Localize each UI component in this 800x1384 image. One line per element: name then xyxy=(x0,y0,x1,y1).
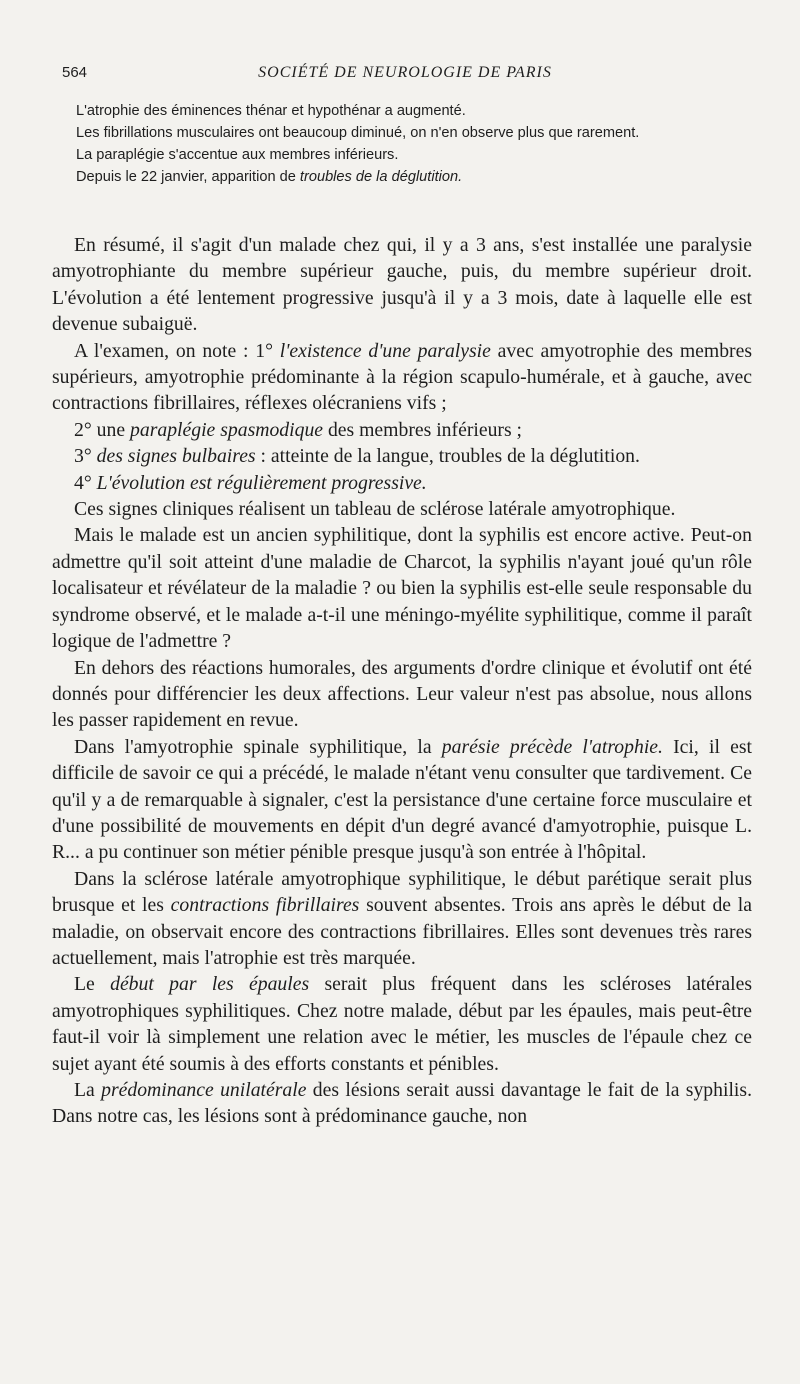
text: 4° xyxy=(74,471,97,494)
observation-notes xyxy=(62,100,752,188)
text: souvent absentes. Trois ans après le début de la maladie, on observait encore des contractions fibrillaires. Elles sont devenues très rares actuellement, mais l'atrophie est très marquée. xyxy=(52,894,752,969)
text: Ici, il est difficile de savoir ce qui a précédé, le malade n'étant venu consulter que tardivement. Ce qu'il y a de remarquable à signaler, c'est la persistance d'une certaine force musculaire et d'une possibilité de mouvements en dépit d'un degré avancé d'amyotrophie, puisque L. R... a pu continuer son métier pénible presque jusqu'à son entrée à l'hôpital. xyxy=(52,735,752,864)
running-title: SOCIÉTÉ DE NEUROLOGIE DE PARIS xyxy=(258,64,552,81)
body-paragraph: Ces signes cliniques réalisent un tableau de sclérose latérale amyotrophique. xyxy=(74,498,676,521)
body-paragraph: Mais le malade est un ancien syphilitique, dont la syphilis est encore active. Peut-on admettre qu'il soit atteint d'une maladie de Charcot, la syphilis n'ayant joué qu'un rôle localisateur et révélateur de la maladie ? ou bien la syphilis est-elle seule responsable du syndrome observé, et le malade a-t-il une méningo-myélite syphilitique, comme il paraît logique de l'admettre ? xyxy=(52,524,752,653)
emphasis: parésie précède l'atrophie. xyxy=(441,735,663,758)
main-text xyxy=(52,232,752,1130)
note-paragraph: Les fibrillations musculaires ont beaucoup diminué, on n'en observe plus que rarement. xyxy=(76,125,640,141)
page-number: 564 xyxy=(62,64,88,81)
body-paragraph xyxy=(52,443,752,469)
note-paragraph: L'atrophie des éminences thénar et hypothénar a augmenté. xyxy=(76,103,466,119)
text: A l'examen, on note : 1° xyxy=(74,339,280,362)
text: des membres inférieurs ; xyxy=(323,418,523,441)
emphasis: paraplégie spasmodique xyxy=(130,418,324,441)
emphasis: l'existence d'une paralysie xyxy=(279,339,491,362)
emphasis: début par les épaules xyxy=(110,973,310,996)
text: La xyxy=(74,1079,102,1101)
body-paragraph xyxy=(52,1077,752,1130)
text: 2° une xyxy=(74,418,130,441)
note-emphasis: troubles de la déglutition. xyxy=(299,169,463,185)
text: 3° xyxy=(74,445,97,468)
text: avec amyotrophie des membres supérieurs, amyotrophie prédominante à la région scapulo-humérale, et à gauche, avec contractions fibrillaires, réflexes olécraniens vifs ; xyxy=(52,339,752,415)
text: serait plus fréquent dans les scléroses latérales amyotrophiques syphilitiques. Chez notre malade, début par les épaules, mais peut-être faut-il voir là simplement une relation avec le métier, les muscles de l'épaule chez ce sujet ayant été soumis à des efforts constants et pénibles. xyxy=(52,973,752,1075)
emphasis: L'évolution est régulièrement progressive. xyxy=(96,471,427,494)
body-paragraph xyxy=(52,338,752,417)
text: Dans la sclérose latérale amyotrophique syphilitique, le début parétique serait plus brusque et les xyxy=(52,867,752,917)
body-paragraph: En dehors des réactions humorales, des arguments d'ordre clinique et évolutif ont été donnés pour différencier les deux affections. Leur valeur n'est pas absolue, nous allons les passer rapidement en revue. xyxy=(52,656,752,732)
text: des lésions serait aussi davantage le fait de la syphilis. Dans notre cas, les lésions sont à prédominance gauche, non xyxy=(52,1079,752,1128)
text: Le xyxy=(74,973,111,996)
body-paragraph xyxy=(52,734,752,866)
text: : atteinte de la langue, troubles de la déglutition. xyxy=(255,445,640,468)
note-text: Depuis le 22 janvier, apparition de xyxy=(76,169,300,185)
note-paragraph: La paraplégie s'accentue aux membres inférieurs. xyxy=(76,147,399,163)
note-paragraph xyxy=(62,166,752,188)
text: Dans l'amyotrophie spinale syphilitique, la xyxy=(74,735,442,758)
body-paragraph xyxy=(52,866,752,972)
page-header xyxy=(62,64,748,86)
emphasis: contractions fibrillaires xyxy=(170,894,360,917)
body-paragraph xyxy=(52,971,752,1077)
emphasis: des signes bulbaires xyxy=(96,445,256,468)
emphasis: prédominance unilatérale xyxy=(101,1079,307,1101)
body-paragraph: En résumé, il s'agit d'un malade chez qui, il y a 3 ans, s'est installée une paralysie amyotrophiante du membre supérieur gauche, puis, du membre supérieur droit. L'évolution a été lentement progressive jusqu'à il y a 3 mois, date à laquelle elle est devenue subaiguë. xyxy=(52,234,752,336)
body-paragraph xyxy=(52,417,752,443)
body-paragraph xyxy=(52,470,752,496)
